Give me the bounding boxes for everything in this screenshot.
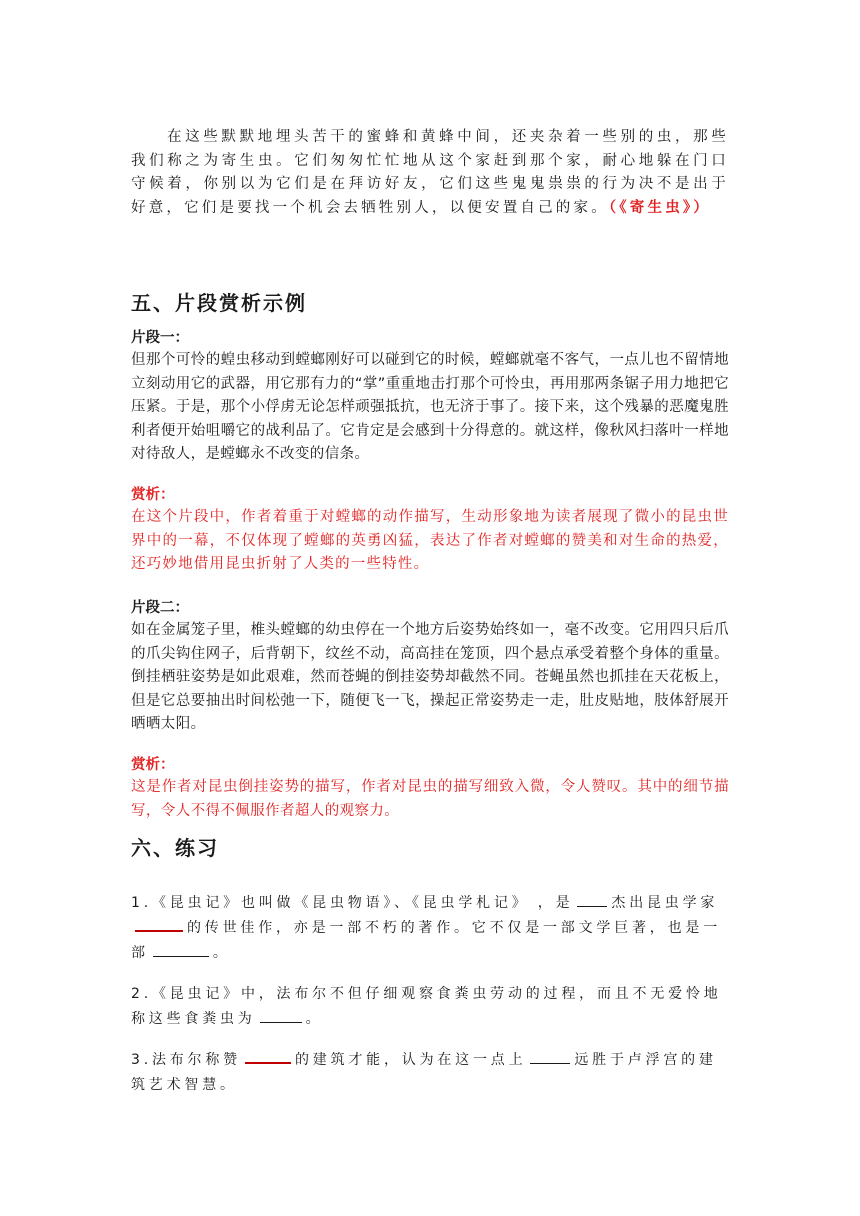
exercise-1-part1: 1.《昆虫记》也叫做《昆虫物语》、《昆虫学札记》 ，是 (131, 895, 574, 911)
exercise-2-part2: 。 (305, 1011, 324, 1027)
exercise-1-part4: 。 (212, 945, 231, 961)
fragment-2-label: 片段二： (131, 600, 189, 616)
exercise-3 (131, 1048, 721, 1098)
exercise-3-blank-1[interactable] (245, 1048, 291, 1064)
exercise-2-text (131, 982, 729, 1032)
intro-quote-block (131, 126, 729, 220)
exercise-3-text (131, 1048, 721, 1098)
fragment-1-analysis-block (131, 484, 729, 577)
fragment-2-analysis-text: 这是作者对昆虫倒挂姿势的描写，作者对昆虫的描写细致入微，令人赞叹。其中的细节描写，令人不得不佩服作者超人的观察力。 (131, 779, 729, 819)
exercise-3-part1: 3.法布尔称赞 (131, 1052, 241, 1068)
exercise-3-part3: 远胜于卢浮宫的建筑艺术智慧。 (131, 1052, 717, 1093)
exercise-1-blank-1[interactable] (577, 892, 607, 907)
exercise-1-blank-3[interactable] (153, 942, 209, 957)
fragment-2-analysis-label: 赏析： (131, 757, 175, 773)
fragment-1-text: 但那个可怜的蝗虫移动到螳螂刚好可以碰到它的时候，螳螂就毫不客气，一点儿也不留情地立刻动用它的武器，用它那有力的“掌”重重地击打那个可怜虫，再用那两条锯子用力地把它压紧。于是，那个小俘虏无论怎样顽强抵抗，也无济于事了。接下来，这个残暴的恶魔鬼胜利者便开始咀嚼它的战利品了。它肯定是会感到十分得意的。就这样，像秋风扫落叶一样地对待敌人，是螳螂永不改变的信条。 (131, 352, 729, 463)
exercise-2 (131, 982, 729, 1032)
fragment-1-label: 片段一： (131, 330, 189, 346)
section-6-heading: 六、练习 (131, 836, 219, 860)
exercise-1-part2: 杰出昆虫学家 (611, 895, 719, 911)
exercise-3-part2: 的建筑才能，认为在这一点上 (294, 1052, 527, 1068)
exercise-1 (131, 891, 729, 966)
fragment-2-analysis-block (131, 754, 729, 823)
intro-quote-text: 在这些默默地埋头苦干的蜜蜂和黄蜂中间，还夹杂着一些别的虫，那些我们称之为寄生虫。它们匆匆忙忙地从这个家赶到那个家，耐心地躲在门口守候着，你别以为它们是在拜访好友，它们这些鬼鬼祟祟的行为决不是出于好意，它们是要找一个机会去牺牲别人，以便安置自己的家。 (131, 129, 729, 216)
exercise-1-text (131, 891, 729, 966)
exercise-1-blank-2[interactable] (135, 916, 183, 932)
fragment-2-text: 如在金属笼子里，椎头螳螂的幼虫停在一个地方后姿势始终如一，毫不改变。它用四只后爪的爪尖钩住网子，后背朝下，纹丝不动，高高挂在笼顶，四个悬点承受着整个身体的重量。倒挂栖驻姿势是如此艰难，然而苍蝇的倒挂姿势却截然不同。苍蝇虽然也抓挂在天花板上，但是它总要抽出时间松弛一下，随便飞一飞，操起正常姿势走一走，肚皮贴地，肢体舒展开晒晒太阳。 (131, 622, 729, 733)
fragment-1-analysis-label: 赏析： (131, 487, 175, 503)
exercise-2-blank-1[interactable] (260, 1008, 302, 1023)
intro-quote-source: （《寄生虫》） (608, 199, 712, 216)
exercise-2-part1: 2.《昆虫记》中，法布尔不但仔细观察食粪虫劳动的过程，而且不无爱怜地称这些食粪虫为 (131, 986, 722, 1027)
exercise-1-part3: 的传世佳作，亦是一部不朽的著作。它不仅是一部文学巨著，也是一部 (131, 920, 721, 961)
fragment-2-block (131, 597, 729, 737)
fragment-1-analysis-text: 在这个片段中，作者着重于对螳螂的动作描写，生动形象地为读者展现了微小的昆虫世界中的一幕，不仅体现了螳螂的英勇凶猛，表达了作者对螳螂的赞美和对生命的热爱，还巧妙地借用昆虫折射了人类的一些特性。 (131, 509, 729, 573)
fragment-1-block (131, 327, 729, 467)
exercise-3-blank-2[interactable] (530, 1049, 570, 1064)
intro-quote-paragraph (131, 126, 729, 220)
section-5-heading: 五、片段赏析示例 (131, 291, 307, 315)
